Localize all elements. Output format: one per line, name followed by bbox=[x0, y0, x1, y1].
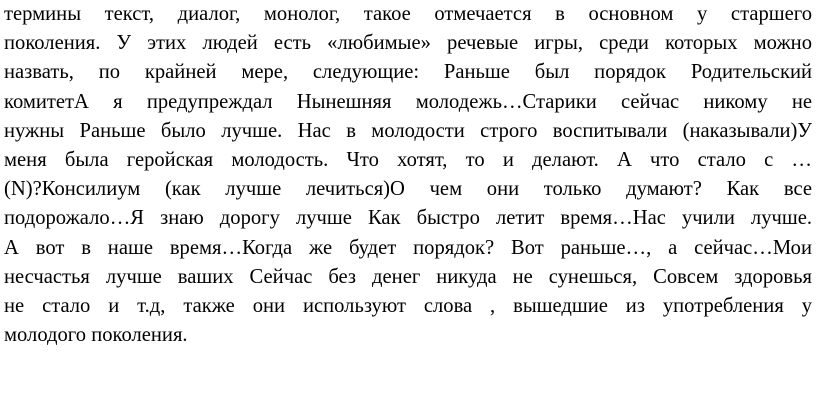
text-line: не стало и т.д, также они используют слова , вышедшие из употребления у bbox=[4, 294, 812, 317]
text-line: А вот в наше время…Когда же будет порядок? Вот раньше…, а сейчас…Мои bbox=[4, 236, 812, 259]
text-line: подорожало…Я знаю дорогу лучше Как быстро летит время…Нас учили лучше. bbox=[4, 207, 812, 230]
text-line-last: молодого поколения. bbox=[4, 324, 188, 347]
text-line: термины текст, диалог, монолог, такое отмечается в основном у старшего bbox=[4, 3, 812, 25]
text-line: поколения. У этих людей есть «любимые» речевые игры, среди которых можно bbox=[4, 32, 812, 55]
text-line: несчастья лучше ваших Сейчас без денег никуда не сунешься, Совсем здоровья bbox=[4, 265, 812, 288]
text-line: нужны Раньше было лучше. Нас в молодости строго воспитывали (наказывали)У bbox=[4, 119, 812, 142]
text-line: (N)?Консилиум (как лучше лечиться)О чем они только думают? Как все bbox=[4, 178, 812, 201]
text-line: меня была геройская молодость. Что хотят, то и делают. А что стало с … bbox=[4, 148, 812, 171]
document-body bbox=[4, 0, 812, 350]
text-line: комитетА я предупреждал Нынешняя молодежь…Старики сейчас никому не bbox=[4, 90, 812, 113]
text-line: назвать, по крайней мере, следующие: Раньше был порядок Родительский bbox=[4, 61, 812, 84]
